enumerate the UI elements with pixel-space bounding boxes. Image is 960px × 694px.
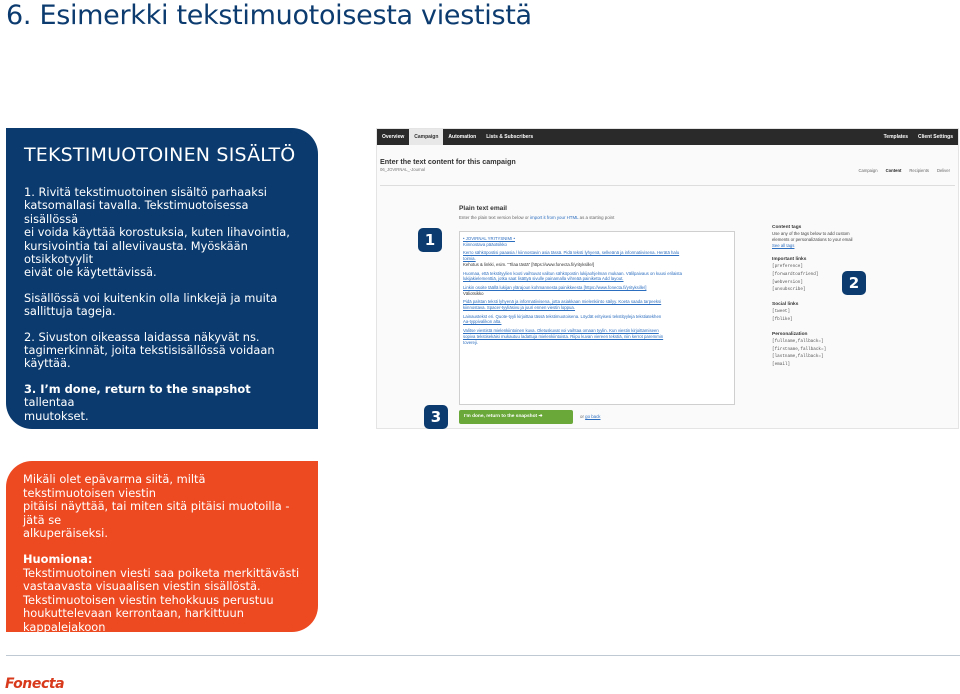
editor-line-text: kiinnostava. Spacer-tyyliäsivu ja juuri ennen viestin loppua. [463,305,576,311]
advice-line: houkuttelevaan kerrontaan, harkittuun kappalejakoon [23,606,244,634]
campaign-name: 06_JOVIRNAL_-Journal [380,167,425,172]
advice-line: vastaavasta visuaalisen viestin sisällöstä. [23,579,261,594]
go-back-area [580,414,601,419]
instruction-2 [24,331,298,371]
advice-note [23,567,300,649]
note-label: Huomiona: [23,551,93,566]
instruction-line: Sisällössä voi kuitenkin olla linkkejä ja muita [24,290,278,305]
instruction-1 [24,186,298,280]
content-tags-heading: Content tags [772,225,802,230]
editor-line-text: Valitse viestistä mielenkiintoinen kuva. Oletuskuvat voi vaihtaa omaan tyylin. Kun viestin kirjoittamiseen [463,328,659,334]
tags-sidebar [772,225,884,369]
tag-item[interactable]: [email] [772,362,791,368]
instruction-line: katsomallasi tavalla. Tekstimuotoisessa sisällössä [24,198,249,226]
plain-text-description [459,215,614,220]
editor-line-text: Linkin osoite täällä lukijan ylärajoun kohmannesta painikkeesta [https://www.fonecta.fi/yrityksille/] [463,284,647,290]
editor-line-text: Huomaa, että tekstityylien kooti vaihtuvat valitun sähköpostin lukijaohjelman mukaan. Välilpaivaus on kuusi erilaista [463,270,683,276]
nav-tab[interactable]: Automation [448,134,477,140]
nav-tab[interactable]: Lists & Subscribers [486,134,534,140]
nav-tab[interactable]: Campaign [409,129,443,145]
editor-line-text: Väliotsikko [463,290,484,296]
nav-tab-right[interactable]: Client Settings [917,134,953,140]
or-text: or [580,414,586,419]
instruction-line: eivät ole käytettävissä. [24,265,157,280]
marker-3: 3 [424,405,448,429]
nav-tab-right[interactable]: Templates [883,134,908,140]
tag-item[interactable]: [tweet] [772,309,791,315]
editor-line-text: tovereji. [463,339,479,345]
footer-divider [6,655,960,656]
sidebar-text: elements or personalizations to your email [772,237,853,242]
app-nav-bar [377,129,958,145]
plain-text-title: Plain text email [459,205,508,212]
instruction-3-line2: muutokset. [24,408,89,423]
advice-line: pitäisi näyttää, tai miten sitä pitäisi muotoilla - jätä se [23,499,290,527]
tag-item[interactable]: [lastname,fallback=] [772,354,824,360]
editor-line-text: lukijakielementtiä, jotka saat lisättyä sivulle painamalla vihreää painiketta Add layout. [463,276,624,282]
divider [380,185,955,186]
campaign-content-title: Enter the text content for this campaign [380,157,516,166]
advice-line: Mikäli olet epävarma siitä, miltä tekstimuotoisen viestin [23,472,206,500]
desc-post: as a starting point [578,215,615,220]
instruction-line: kursivointia tai alleviivausta. Myöskään otsikkotyylit [24,238,248,267]
advice-line: Tekstimuotoisen viestin tehokkuus perustuu [23,592,274,607]
slide-title: 6. Esimerkki tekstimuotoisesta viestistä [6,0,532,31]
instruction-line: sallittuja tageja. [24,304,116,319]
instruction-line: tagimerkinnät, joita tekstisisällössä voidaan käyttää. [24,343,275,371]
instruction-3 [24,383,298,423]
wizard-step[interactable]: Content [885,168,902,173]
important-links-heading: Important links [772,257,807,262]
tag-item[interactable]: [preference] [772,264,803,269]
sidebar-text: Use any of the tags below to add custom [772,231,850,236]
panel-heading: TEKSTIMUOTOINEN SISÄLTÖ [24,144,296,166]
instruction-line: 2. Sivuston oikeassa laidassa näkyvät ns. [24,329,260,344]
advice-line: Tekstimuotoinen viesti saa poiketa merkittävästi [23,565,300,580]
import-html-link[interactable]: import it from your HTML [530,215,579,220]
marker-2: 2 [842,271,866,295]
nav-tab[interactable]: Overview [382,134,405,140]
wizard-step[interactable]: Recipients [909,168,929,173]
social-links-heading: Social links [772,302,799,308]
editor-line-text: Kerro sähköpostisi paaasia / kiinnostavin asia tässä. Pidä teksti lyhyenä, selkeänä ja informatiivisena. Herätä halu [463,250,680,256]
wizard-step[interactable]: Deliver [936,168,950,173]
instruction-links-note [24,292,298,319]
marker-1: 1 [418,228,442,252]
editor-line [463,340,731,346]
advice-line: ja sopivan mittaiseen sisältöön. [23,633,204,648]
advice-line: alkuperäiseksi. [23,526,108,541]
editor-line-text: Pidä palstan teksti lyhyenä ja informatiivisena, jotta asiakkaan mielenkiinto säilyy. Koeta saada tarpeeksi [463,299,662,305]
editor-line-text: • JOVIRNAL YRITYSNIMI • [463,236,515,241]
instruction-line: ei voida käyttää korostuksia, kuten lihavointia, [24,225,290,240]
tag-item[interactable]: [firstname,fallback=] [772,346,827,352]
see-all-tags-link[interactable]: See all tags [772,243,795,248]
editor-line-text: toimia. [463,256,476,262]
tag-item[interactable]: [forwardtoafriend] [772,271,819,277]
instructions-panel [6,128,318,429]
instruction-line: 1. Rivitä tekstimuotoinen sisältö parhaaksi [24,185,267,199]
editor-line-text: sopiva tekstisekäisi mukautuu ladattuja mielenkiintoista. Riipu kuvan viereen tekstiä, niin kerrot paremmin [463,333,664,339]
tag-item[interactable]: [fblike] [772,316,793,322]
editor-line-text: Kiinnostava pääotsikko [463,241,507,247]
instruction-3-bold: 3. I’m done, return to the snapshot [24,381,251,396]
advice-intro [23,473,300,541]
editor-line-text: Aa-typpivalikon alta. [463,319,502,325]
instruction-3-rest: tallentaa [24,395,75,410]
go-back-link[interactable]: go back [585,414,601,419]
personalization-heading: Personalization [772,331,808,337]
editor-line-text: Lainaustekst eri. Quote-tyyli kirjoittaa tässä tekstimuotoisena. Löydät erityisesi tekstityyleja tekstiatekhen [463,313,662,319]
plain-text-editor[interactable] [459,231,735,405]
app-screenshot [376,128,959,429]
tag-item[interactable]: [unsubscribe] [772,287,806,293]
tag-item[interactable]: [fullname,fallback=] [772,338,824,344]
wizard-step[interactable]: Campaign [858,168,878,173]
done-return-button[interactable]: I'm done, return to the snapshot ➜ [459,410,573,424]
wizard-steps [858,168,950,173]
advice-panel [6,461,318,648]
editor-line-text: Kehotus & linkki, esim. "Tilaa tästä" [https://www.fonecta.fi/yrityksille/] [463,261,595,267]
desc-pre: Enter the plain text version below or [459,215,531,220]
tag-item[interactable]: [webversion] [772,279,803,285]
fonecta-logo: Fonecta [5,676,65,692]
